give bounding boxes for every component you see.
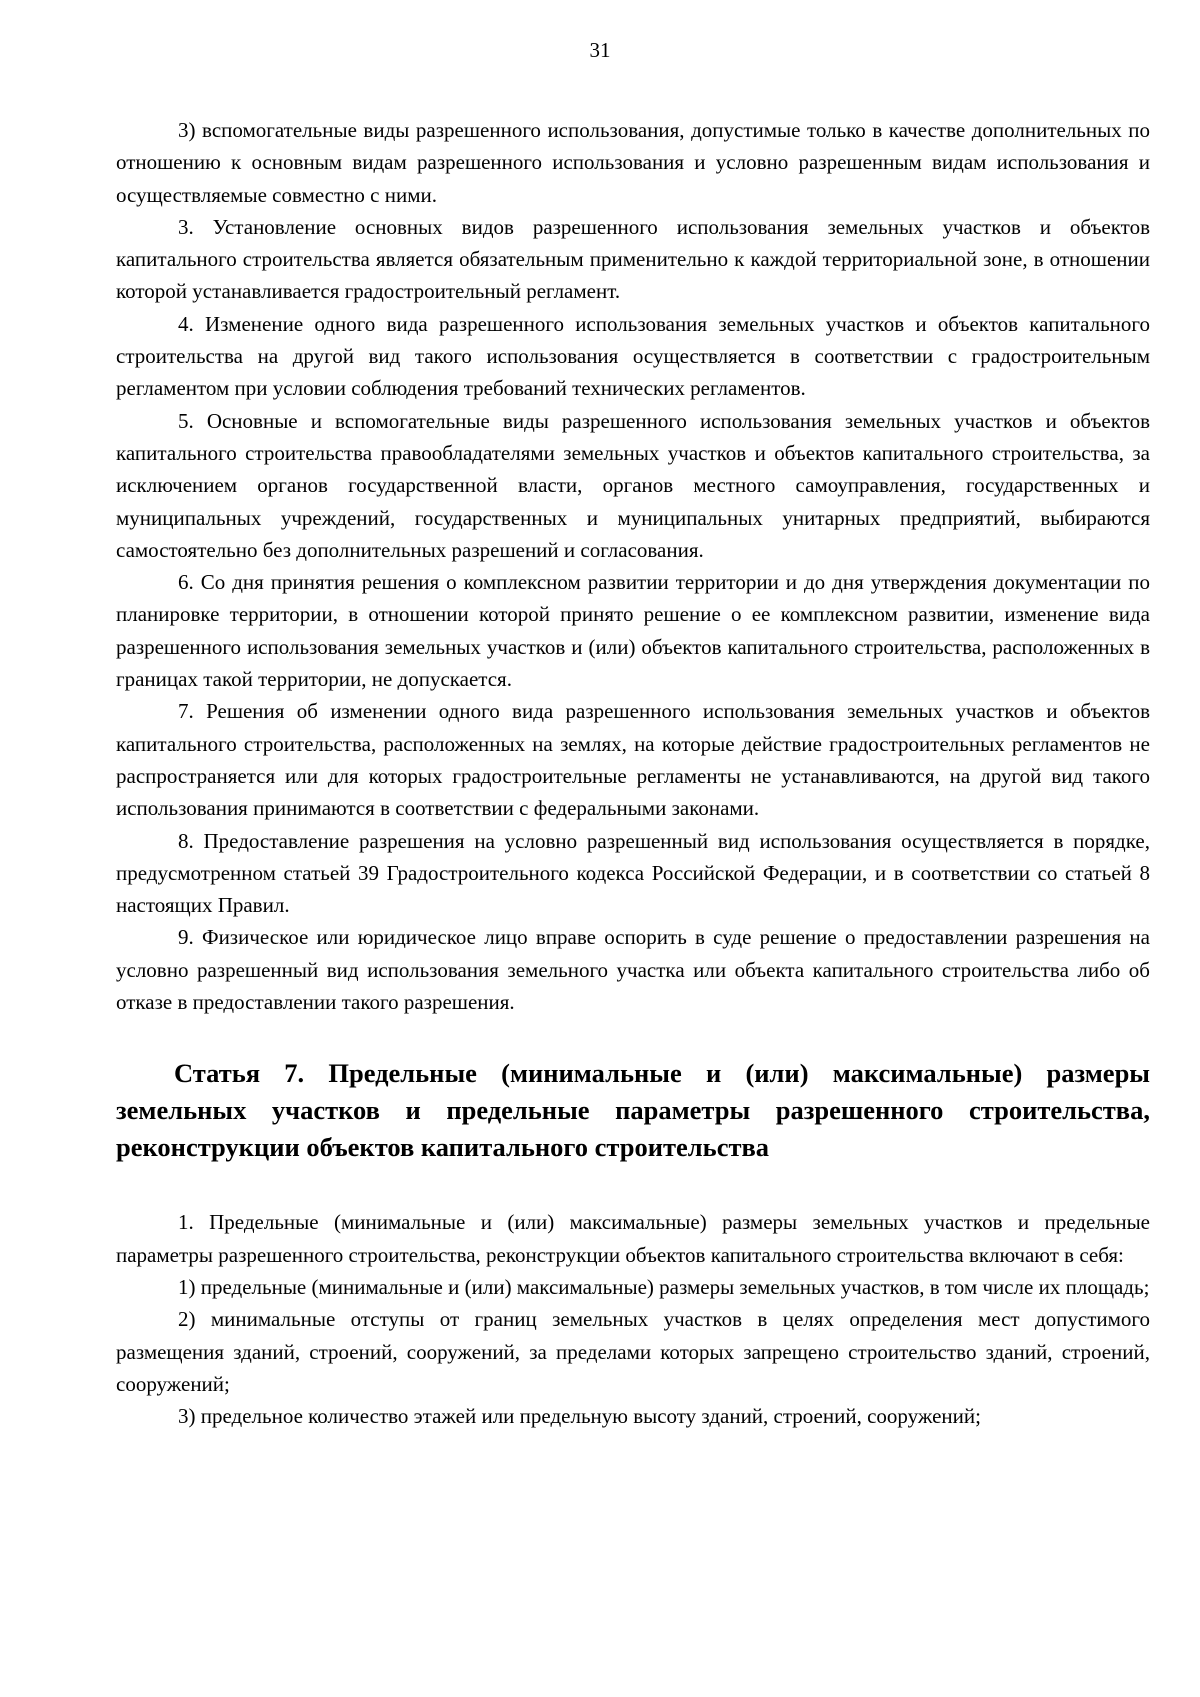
page-number: 31 — [589, 38, 611, 62]
paragraph-item-7: 7. Решения об изменении одного вида разрешенного использования земельных участков и объектов капитального строительства, расположенных на землях, на которые действие градостроительных регламентов не распространяется или для которых градостроительные регламенты не устанавливаются, на другой вид такого использования принимаются в соответствии с федеральными законами. — [116, 699, 1150, 821]
article-7-subitem-1: 1) предельные (минимальные и (или) максимальные) размеры земельных участков, в том числе их площадь; — [178, 1274, 1150, 1299]
paragraph-item-6: 6. Со дня принятия решения о комплексном развитии территории и до дня утверждения документации по планировке территории, в отношении которой принято решение о ее комплексном развитии, изменение вида разрешенного использования земельных участков и (или) объектов капитального строительства, расположенных в границах такой территории, не допускается. — [116, 570, 1150, 692]
paragraph-item-3: 3. Установление основных видов разрешенного использования земельных участков и объектов капитального строительства является обязательным применительно к каждой территориальной зоне, в отношении которой устанавливается градостроительный регламент. — [116, 214, 1150, 304]
paragraph-item-8: 8. Предоставление разрешения на условно разрешенный вид использования осуществляется в порядке, предусмотренном статьей 39 Градостроительного кодекса Российской Федерации, и в соответствии со статьей 8 настоящих Правил. — [116, 828, 1150, 918]
paragraph-item-9: 9. Физическое или юридическое лицо вправе оспорить в суде решение о предоставлении разрешения на условно разрешенный вид использования земельного участка или объекта капитального строительства либо об отказе в предоставлении такого разрешения. — [116, 925, 1150, 1015]
paragraph-item-5: 5. Основные и вспомогательные виды разрешенного использования земельных участков и объектов капитального строительства правообладателями земельных участков и объектов капитального строительства, за исключением органов государственной власти, органов местного самоуправления, государственных и муниципальных учреждений, государственных и муниципальных унитарных предприятий, выбираются самостоятельно без дополнительных разрешений и согласования. — [116, 408, 1150, 562]
article-7-subitem-2: 2) минимальные отступы от границ земельных участков в целях определения мест допустимого размещения зданий, строений, сооружений, за пределами которых запрещено строительство зданий, строений, сооружений; — [116, 1307, 1150, 1396]
article-7-subitem-3: 3) предельное количество этажей или предельную высоту зданий, строений, сооружений; — [178, 1404, 981, 1429]
article-7-heading: Статья 7. Предельные (минимальные и (или) максимальные) размеры земельных участков и предельные параметры разрешенного строительства, реконструкции объектов капитального строительства — [116, 1058, 1150, 1163]
document-body — [116, 114, 1150, 1432]
paragraph-auxiliary-uses: 3) вспомогательные виды разрешенного использования, допустимые только в качестве дополнительных по отношению к основным видам разрешенного использования и условно разрешенным видам использования и осуществляемые совместно с ними. — [116, 118, 1150, 207]
article-7-paragraph-1: 1. Предельные (минимальные и (или) максимальные) размеры земельных участков и предельные параметры разрешенного строительства, реконструкции объектов капитального строительства включают в себя: — [116, 1210, 1150, 1267]
paragraph-item-4: 4. Изменение одного вида разрешенного использования земельных участков и объектов капитального строительства на другой вид такого использования осуществляется в соответствии с градостроительным регламентом при условии соблюдения требований технических регламентов. — [116, 311, 1150, 401]
